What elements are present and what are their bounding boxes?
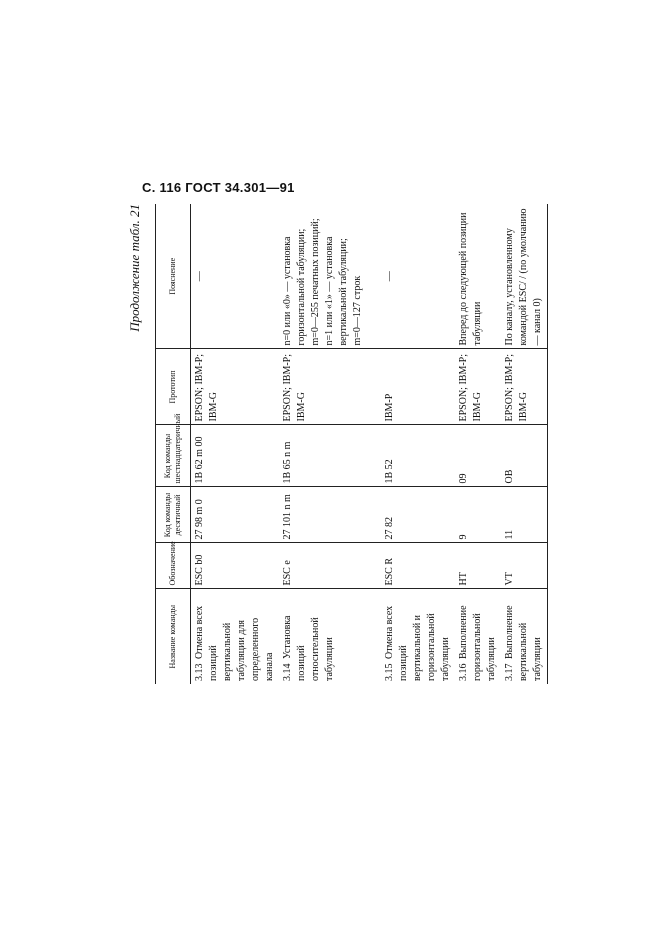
cell-name xyxy=(191,589,280,684)
cell-name xyxy=(279,589,381,684)
table-row xyxy=(381,204,455,684)
row-number: 3.14 xyxy=(282,663,293,681)
cell-hex: 1B 65 n m xyxy=(279,425,381,487)
cell-proto: EPSON; IBM-P; IBM-G xyxy=(501,349,548,425)
cell-note: — xyxy=(191,204,280,349)
cell-dec: 9 xyxy=(455,487,501,543)
cell-dec: 11 xyxy=(501,487,548,543)
cell-note: По каналу, установленному командой ESC/ / (по умолчанию — канал 0) xyxy=(501,204,548,349)
page-header: С. 116 ГОСТ 34.301—91 xyxy=(142,180,295,195)
cell-hex: 09 xyxy=(455,425,501,487)
col-header-note: Пояснение xyxy=(156,204,191,349)
row-number: 3.15 xyxy=(384,663,395,681)
cell-note xyxy=(279,204,381,349)
cell-dec: 27 98 m 0 xyxy=(191,487,280,543)
cell-dec: 27 82 xyxy=(381,487,455,543)
table-header-row xyxy=(156,204,191,684)
row-name: Выполнение вертикальной табуляции xyxy=(504,605,543,681)
table-row xyxy=(455,204,501,684)
note-text: n=0 или «0» — установка горизонтальной табуляции; m=0—255 печатных позиций; n=1 или «1» — установка вертикальной табуляции; m=0—127 строк xyxy=(282,218,363,346)
table-row xyxy=(279,204,381,684)
table-row xyxy=(501,204,548,684)
row-name: Отмена всех позиций вертикальной и горизонтальной табуляции xyxy=(384,605,451,681)
cell-hex: 1B 62 m 00 xyxy=(191,425,280,487)
cell-designation: VT xyxy=(501,543,548,589)
row-name: Отмена всех позиций вертикальной табуляции для определенного канала xyxy=(194,605,275,681)
col-header-dec: Код команды десятичный xyxy=(156,487,191,543)
cell-hex: OB xyxy=(501,425,548,487)
cell-proto: IBM-P xyxy=(381,349,455,425)
cell-name xyxy=(455,589,501,684)
cell-hex: 1B 52 xyxy=(381,425,455,487)
cell-designation: HT xyxy=(455,543,501,589)
row-number: 3.16 xyxy=(458,663,469,681)
table-row xyxy=(191,204,280,684)
cell-name xyxy=(501,589,548,684)
cell-dec: 27 101 n m xyxy=(279,487,381,543)
cell-designation: ESC b0 xyxy=(191,543,280,589)
cell-note: Вперед до следующей позиции табуляции xyxy=(455,204,501,349)
row-name: Выполнение горизонтальной табуляции xyxy=(458,605,497,681)
cell-name xyxy=(381,589,455,684)
row-number: 3.13 xyxy=(194,663,205,681)
table-caption: Продолжение табл. 21 xyxy=(127,204,142,332)
cell-designation: ESC R xyxy=(381,543,455,589)
cell-proto: EPSON; IBM-P; IBM-G xyxy=(279,349,381,425)
rotated-table-block xyxy=(127,204,543,684)
commands-table xyxy=(155,204,548,684)
cell-proto: EPSON; IBM-P; IBM-G xyxy=(191,349,280,425)
cell-note: — xyxy=(381,204,455,349)
col-header-designation: Обозначение xyxy=(156,543,191,589)
cell-designation: ESC e xyxy=(279,543,381,589)
row-name: Установка позиций относительной табуляции xyxy=(282,615,335,681)
col-header-name: Название команды xyxy=(156,589,191,684)
col-header-hex: Код команды шестнадцатеричный xyxy=(156,425,191,487)
cell-proto: EPSON; IBM-P; IBM-G xyxy=(455,349,501,425)
row-number: 3.17 xyxy=(504,663,515,681)
col-header-proto: Прототип xyxy=(156,349,191,425)
